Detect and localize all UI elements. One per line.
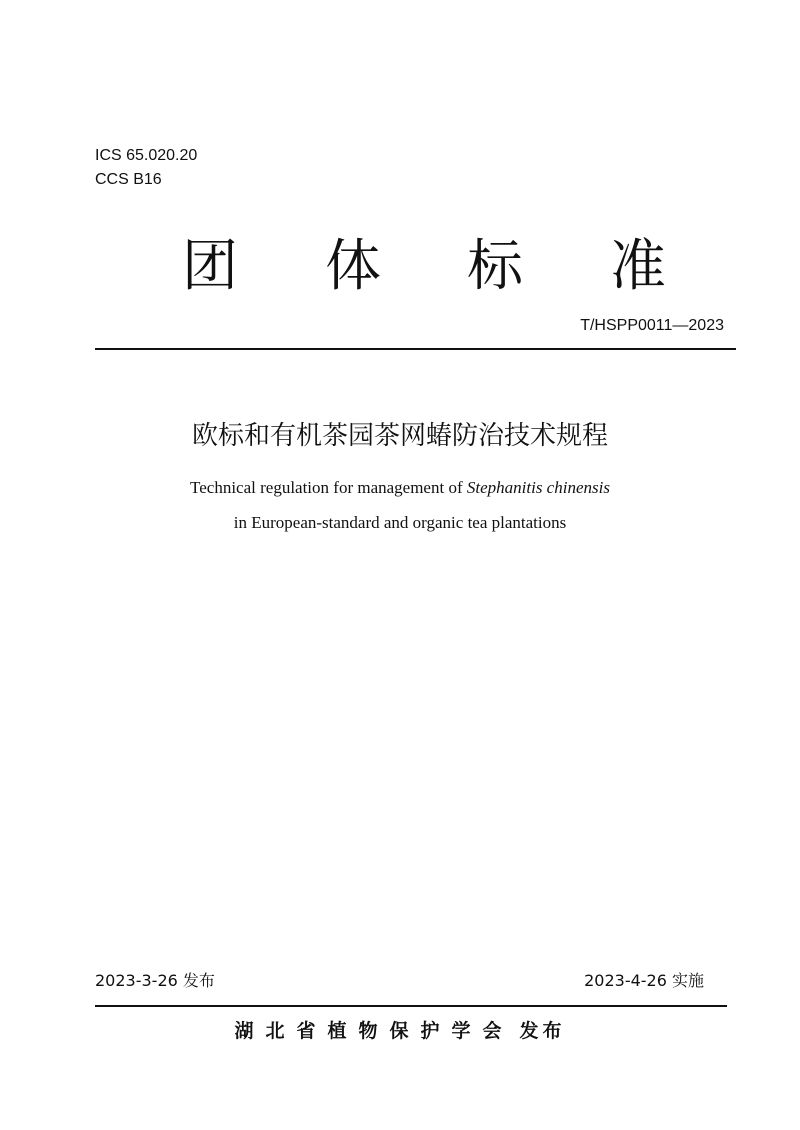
english-title-line-1 <box>0 476 800 500</box>
publisher-line <box>0 1016 800 1046</box>
publisher-suffix: 发布 <box>519 1020 566 1042</box>
classification-codes <box>95 144 197 192</box>
bottom-divider <box>95 1005 727 1007</box>
standard-type-heading <box>0 232 800 302</box>
ics-code: ICS 65.020.20 <box>95 147 198 164</box>
english-title-prefix: Technical regulation for management of <box>190 478 467 497</box>
standard-type-char-2: 体 <box>325 234 381 299</box>
implementation-date: 2023-4-26 实施 <box>584 971 704 990</box>
standard-number: T/HSPP0011—2023 <box>580 317 724 334</box>
english-title-species: Stephanitis chinensis <box>466 478 610 497</box>
chinese-title: 欧标和有机茶园茶网蝽防治技术规程 <box>191 421 608 451</box>
standard-type-char-3: 标 <box>467 234 523 299</box>
standard-type-char-4: 准 <box>610 234 666 299</box>
english-title-line-2: in European-standard and organic tea plantations <box>233 513 567 532</box>
ccs-code: CCS B16 <box>95 171 162 188</box>
top-divider <box>95 348 736 350</box>
release-date: 2023-3-26 发布 <box>95 971 215 990</box>
publisher-name: 湖北省植物保护学会 <box>234 1020 514 1042</box>
standard-type-char-1: 团 <box>182 234 238 299</box>
